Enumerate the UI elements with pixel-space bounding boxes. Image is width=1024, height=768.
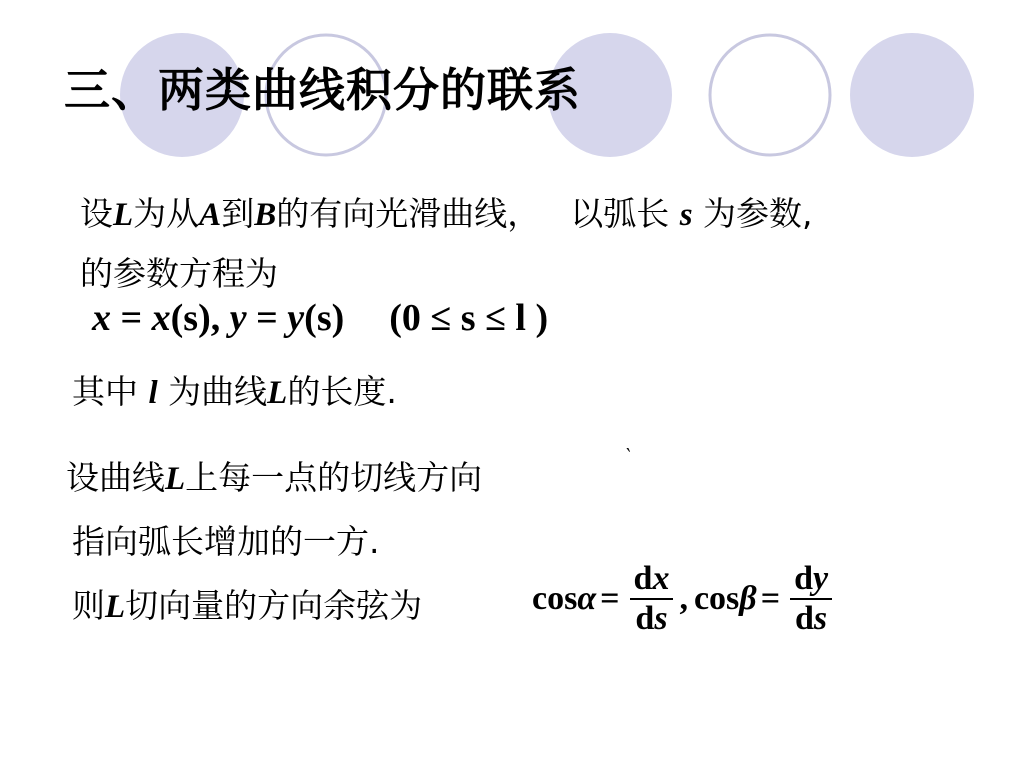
circle-outline-2 [710, 35, 830, 155]
parametric-equation: x = x(s), y = y(s) (0 ≤ s ≤ l ) [92, 297, 549, 339]
para3-line2: 指向弧长增加的一方. [72, 522, 380, 561]
fraction-dy-ds: $\frac{dy}{ds}$ [790, 560, 832, 638]
fraction-dx-ds: $\frac{dx}{ds}$ [630, 560, 674, 638]
slide-title: 三、两类曲线积分的联系 [64, 63, 581, 117]
para3-line3: 则L切向量的方向余弦为 [72, 586, 423, 625]
para2-line: 其中 l 为曲线L的长度. [72, 372, 397, 411]
para3-line1: 设曲线L上每一点的切线方向 [66, 458, 483, 497]
para1-line2: 的参数方程为 [80, 254, 278, 293]
circle-filled-3 [850, 33, 974, 157]
parameter-range: (0 ≤ s ≤ l ) [389, 297, 549, 339]
para1-line1: 设L为从A到B的有向光滑曲线， 以弧长 s 为参数, [80, 194, 813, 233]
direction-cosine-formula: cos α = $\frac{dx}{ds}$ , cos β = $\frac{dy}{ds}$ [532, 560, 838, 638]
tick-mark: ‵ [626, 444, 631, 468]
